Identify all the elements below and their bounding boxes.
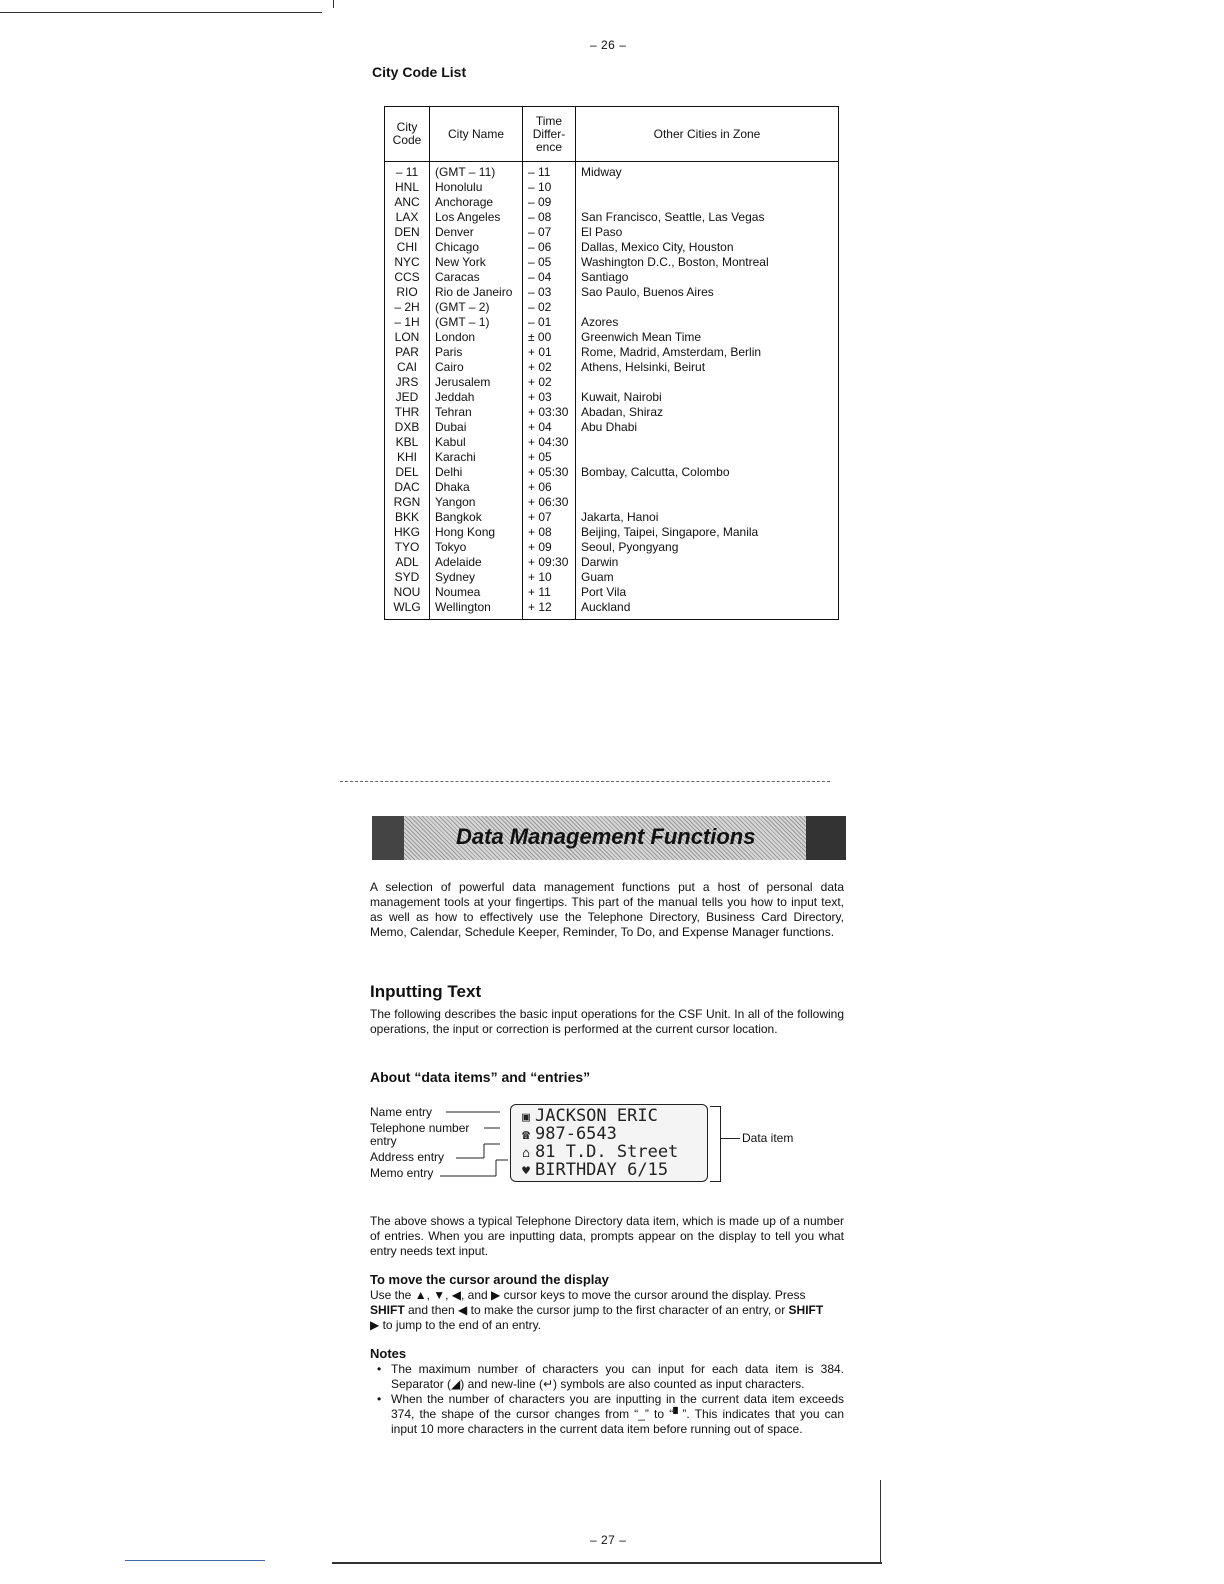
scan-edge-line (0, 12, 322, 13)
cell-other-cities (576, 480, 839, 495)
header-city-code: City Code (385, 107, 430, 162)
cell-other-cities: Abu Dhabi (576, 420, 839, 435)
cursor-text-1: Use the ▲, ▼, ◀, and ▶ cursor keys to move the cursor around the display. Press (370, 1288, 806, 1302)
cell-city-code: DEN (385, 225, 430, 240)
cell-city-name: Hong Kong (430, 525, 523, 540)
cell-time-difference: + 04:30 (523, 435, 576, 450)
cell-time-difference: + 06 (523, 480, 576, 495)
cell-city-name: Wellington (430, 600, 523, 620)
table-row (385, 480, 839, 495)
city-code-table (384, 106, 839, 620)
cell-city-name: Caracas (430, 270, 523, 285)
cell-time-difference: + 02 (523, 360, 576, 375)
lcd-display (510, 1104, 708, 1182)
table-row (385, 375, 839, 390)
cell-city-code: LON (385, 330, 430, 345)
page-number-top: – 26 – (590, 38, 627, 52)
cell-city-code: RGN (385, 495, 430, 510)
table-row (385, 450, 839, 465)
cell-city-name: Los Angeles (430, 210, 523, 225)
cell-city-name: Chicago (430, 240, 523, 255)
heart-icon: ♥ (522, 1164, 530, 1179)
table-row (385, 225, 839, 240)
cell-time-difference: – 11 (523, 162, 576, 181)
display-name-text: JACKSON ERIC (535, 1106, 658, 1126)
cursor-text-3: ▶ to jump to the end of an entry. (370, 1318, 542, 1332)
cell-time-difference: – 09 (523, 195, 576, 210)
note-item-2: • When the number of characters you are inputting in the current data item exceeds 374, the shape of the cursor changes from “_” to “▘”. This indicates that you can input 10 more characters in the current data item before running out of space. (370, 1392, 844, 1437)
cell-time-difference: + 09 (523, 540, 576, 555)
notes-list (370, 1362, 844, 1437)
cell-city-name: Sydney (430, 570, 523, 585)
cell-other-cities: Jakarta, Hanoi (576, 510, 839, 525)
label-telephone-number: Telephone number (370, 1121, 470, 1135)
table-row (385, 465, 839, 480)
cell-city-name: Yangon (430, 495, 523, 510)
intro-paragraph: A selection of powerful data management functions put a host of personal data management tools at your fingertips. This part of the manual tells you how to input text, as well as how to effectively use the Telephone Directory, Business Card Directory, Memo, Calendar, Schedule Keeper, Reminder, To Do, and Expense Manager functions. (370, 880, 844, 939)
cell-city-name: Denver (430, 225, 523, 240)
cell-city-name: London (430, 330, 523, 345)
cell-city-name: Karachi (430, 450, 523, 465)
cursor-heading: To move the cursor around the display (370, 1272, 609, 1287)
cell-city-code: PAR (385, 345, 430, 360)
cell-city-name: Adelaide (430, 555, 523, 570)
cell-city-name: Rio de Janeiro (430, 285, 523, 300)
cell-city-code: KBL (385, 435, 430, 450)
cell-time-difference: + 03:30 (523, 405, 576, 420)
cell-city-code: THR (385, 405, 430, 420)
display-memo-text: BIRTHDAY 6/15 (535, 1160, 669, 1180)
table-row (385, 600, 839, 620)
cell-city-name: Tokyo (430, 540, 523, 555)
cell-other-cities (576, 495, 839, 510)
cell-time-difference: + 07 (523, 510, 576, 525)
table-row (385, 315, 839, 330)
inputting-text-heading: Inputting Text (370, 982, 482, 1001)
cell-other-cities (576, 375, 839, 390)
cell-time-difference: – 04 (523, 270, 576, 285)
cell-other-cities: Seoul, Pyongyang (576, 540, 839, 555)
cell-city-name: Cairo (430, 360, 523, 375)
scan-bottom-edge-left (125, 1560, 265, 1561)
cell-city-code: KHI (385, 450, 430, 465)
table-row (385, 435, 839, 450)
cell-other-cities: Santiago (576, 270, 839, 285)
cell-city-code: ADL (385, 555, 430, 570)
city-code-list-title: City Code List (372, 64, 467, 80)
header-time-difference: Time Differ- ence (523, 107, 576, 162)
cell-time-difference: ± 00 (523, 330, 576, 345)
cell-other-cities: Bombay, Calcutta, Colombo (576, 465, 839, 480)
data-item-bracket (710, 1106, 721, 1182)
table-row (385, 270, 839, 285)
cell-city-code: DXB (385, 420, 430, 435)
cell-time-difference: + 06:30 (523, 495, 576, 510)
cell-city-code: LAX (385, 210, 430, 225)
cell-time-difference: + 10 (523, 570, 576, 585)
table-row (385, 510, 839, 525)
header-other-cities: Other Cities in Zone (576, 107, 839, 162)
table-row (385, 195, 839, 210)
cell-city-name: Jerusalem (430, 375, 523, 390)
cell-city-code: DAC (385, 480, 430, 495)
cell-city-code: NOU (385, 585, 430, 600)
cell-time-difference: – 05 (523, 255, 576, 270)
cell-city-name: (GMT – 11) (430, 162, 523, 181)
page-separator (340, 781, 830, 782)
cursor-paragraph (370, 1288, 844, 1333)
cell-time-difference: – 08 (523, 210, 576, 225)
display-line-memo (517, 1162, 707, 1180)
table-row (385, 570, 839, 585)
cell-other-cities: Port Vila (576, 585, 839, 600)
table-row (385, 345, 839, 360)
cell-city-code: – 1H (385, 315, 430, 330)
scan-edge-mark (333, 0, 334, 8)
cell-city-name: Dubai (430, 420, 523, 435)
cell-city-code: BKK (385, 510, 430, 525)
table-row (385, 330, 839, 345)
cell-city-code: CHI (385, 240, 430, 255)
shift-key-label-1: SHIFT (370, 1303, 405, 1317)
cell-other-cities (576, 435, 839, 450)
display-address-text: 81 T.D. Street (535, 1142, 679, 1162)
cell-time-difference: – 10 (523, 180, 576, 195)
cell-city-code: DEL (385, 465, 430, 480)
cell-other-cities (576, 300, 839, 315)
cell-other-cities: Athens, Helsinki, Beirut (576, 360, 839, 375)
cell-city-code: – 11 (385, 162, 430, 181)
cell-city-name: New York (430, 255, 523, 270)
scan-right-edge (880, 1480, 881, 1564)
table-row (385, 360, 839, 375)
table-row (385, 180, 839, 195)
figure-leader-lines (440, 1104, 512, 1184)
cell-city-name: Delhi (430, 465, 523, 480)
cell-city-name: Jeddah (430, 390, 523, 405)
cell-city-code: JED (385, 390, 430, 405)
cell-other-cities: Auckland (576, 600, 839, 620)
table-row (385, 405, 839, 420)
table-row (385, 585, 839, 600)
table-row (385, 162, 839, 181)
city-table-body (385, 162, 839, 620)
notes-heading: Notes (370, 1346, 407, 1361)
banner-dark-block-left (372, 816, 404, 860)
table-row (385, 525, 839, 540)
cell-time-difference: + 05:30 (523, 465, 576, 480)
house-icon: ⌂ (522, 1146, 530, 1161)
cell-city-name: Anchorage (430, 195, 523, 210)
shift-key-label-2: SHIFT (788, 1303, 824, 1317)
cell-other-cities: Azores (576, 315, 839, 330)
cell-other-cities: Darwin (576, 555, 839, 570)
about-data-items-heading: About “data items” and “entries” (370, 1069, 591, 1085)
table-row (385, 210, 839, 225)
cell-time-difference: – 06 (523, 240, 576, 255)
cell-other-cities (576, 180, 839, 195)
table-row (385, 540, 839, 555)
cell-city-name: (GMT – 2) (430, 300, 523, 315)
cell-other-cities: San Francisco, Seattle, Las Vegas (576, 210, 839, 225)
cell-time-difference: + 03 (523, 390, 576, 405)
cell-other-cities: El Paso (576, 225, 839, 240)
display-phone-text: 987-6543 (535, 1124, 617, 1144)
cell-time-difference: + 01 (523, 345, 576, 360)
cell-time-difference: + 11 (523, 585, 576, 600)
cell-other-cities: Greenwich Mean Time (576, 330, 839, 345)
cell-other-cities (576, 195, 839, 210)
cell-other-cities: Sao Paulo, Buenos Aires (576, 285, 839, 300)
note-item-1: • The maximum number of characters you can input for each data item is 384. Separator (◢) and new-line (↵) symbols are also counted as input characters. (370, 1362, 844, 1392)
cell-other-cities: Rome, Madrid, Amsterdam, Berlin (576, 345, 839, 360)
data-item-label: Data item (742, 1131, 794, 1145)
cell-city-code: NYC (385, 255, 430, 270)
cell-time-difference: – 07 (523, 225, 576, 240)
label-memo-entry: Memo entry (370, 1166, 434, 1180)
cell-city-code: WLG (385, 600, 430, 620)
cell-other-cities: Kuwait, Nairobi (576, 390, 839, 405)
cell-time-difference: + 08 (523, 525, 576, 540)
cell-other-cities: Midway (576, 162, 839, 181)
cell-time-difference: – 01 (523, 315, 576, 330)
cell-time-difference: + 09:30 (523, 555, 576, 570)
cursor-text-2: and then ◀ to make the cursor jump to the first character of an entry, or (404, 1303, 789, 1317)
cell-city-code: RIO (385, 285, 430, 300)
cell-city-name: Bangkok (430, 510, 523, 525)
phone-icon: ☎ (522, 1128, 530, 1143)
cell-city-name: Honolulu (430, 180, 523, 195)
table-row (385, 255, 839, 270)
label-name-entry: Name entry (370, 1105, 433, 1119)
table-row (385, 420, 839, 435)
figure-caption: The above shows a typical Telephone Directory data item, which is made up of a number of entries. When you are inputting data, prompts appear on the display to tell you what entry needs text input. (370, 1214, 844, 1258)
cell-city-name: Kabul (430, 435, 523, 450)
cell-city-code: JRS (385, 375, 430, 390)
data-item-leader (720, 1138, 740, 1139)
cell-other-cities: Washington D.C., Boston, Montreal (576, 255, 839, 270)
cell-time-difference: – 02 (523, 300, 576, 315)
table-row (385, 240, 839, 255)
cell-city-code: HNL (385, 180, 430, 195)
cell-other-cities: Guam (576, 570, 839, 585)
cell-time-difference: – 03 (523, 285, 576, 300)
cell-other-cities (576, 450, 839, 465)
cell-city-name: Paris (430, 345, 523, 360)
cell-other-cities: Dallas, Mexico City, Houston (576, 240, 839, 255)
scan-bottom-edge (332, 1562, 882, 1564)
cell-city-code: CAI (385, 360, 430, 375)
cell-time-difference: + 04 (523, 420, 576, 435)
table-row (385, 390, 839, 405)
cell-city-code: TYO (385, 540, 430, 555)
banner-dark-block-right (806, 816, 846, 860)
label-telephone-entry: entry (370, 1134, 397, 1148)
cell-city-code: – 2H (385, 300, 430, 315)
table-row (385, 495, 839, 510)
header-city-name: City Name (430, 107, 523, 162)
cell-time-difference: + 05 (523, 450, 576, 465)
table-row (385, 285, 839, 300)
cell-city-name: (GMT – 1) (430, 315, 523, 330)
table-row (385, 555, 839, 570)
cell-time-difference: + 12 (523, 600, 576, 620)
cell-city-code: CCS (385, 270, 430, 285)
cell-city-code: ANC (385, 195, 430, 210)
cell-city-code: HKG (385, 525, 430, 540)
inputting-text-paragraph: The following describes the basic input operations for the CSF Unit. In all of the following operations, the input or correction is performed at the current cursor location. (370, 1007, 844, 1036)
cell-city-name: Dhaka (430, 480, 523, 495)
section-banner-title: Data Management Functions (456, 824, 756, 849)
table-row (385, 300, 839, 315)
cell-city-code: SYD (385, 570, 430, 585)
page-number-bottom: – 27 – (590, 1533, 627, 1547)
cell-other-cities: Abadan, Shiraz (576, 405, 839, 420)
name-icon: ▣ (522, 1110, 530, 1125)
cell-city-name: Tehran (430, 405, 523, 420)
cell-time-difference: + 02 (523, 375, 576, 390)
table-header-row (385, 107, 839, 162)
cell-city-name: Noumea (430, 585, 523, 600)
label-address-entry: Address entry (370, 1150, 445, 1164)
cell-other-cities: Beijing, Taipei, Singapore, Manila (576, 525, 839, 540)
